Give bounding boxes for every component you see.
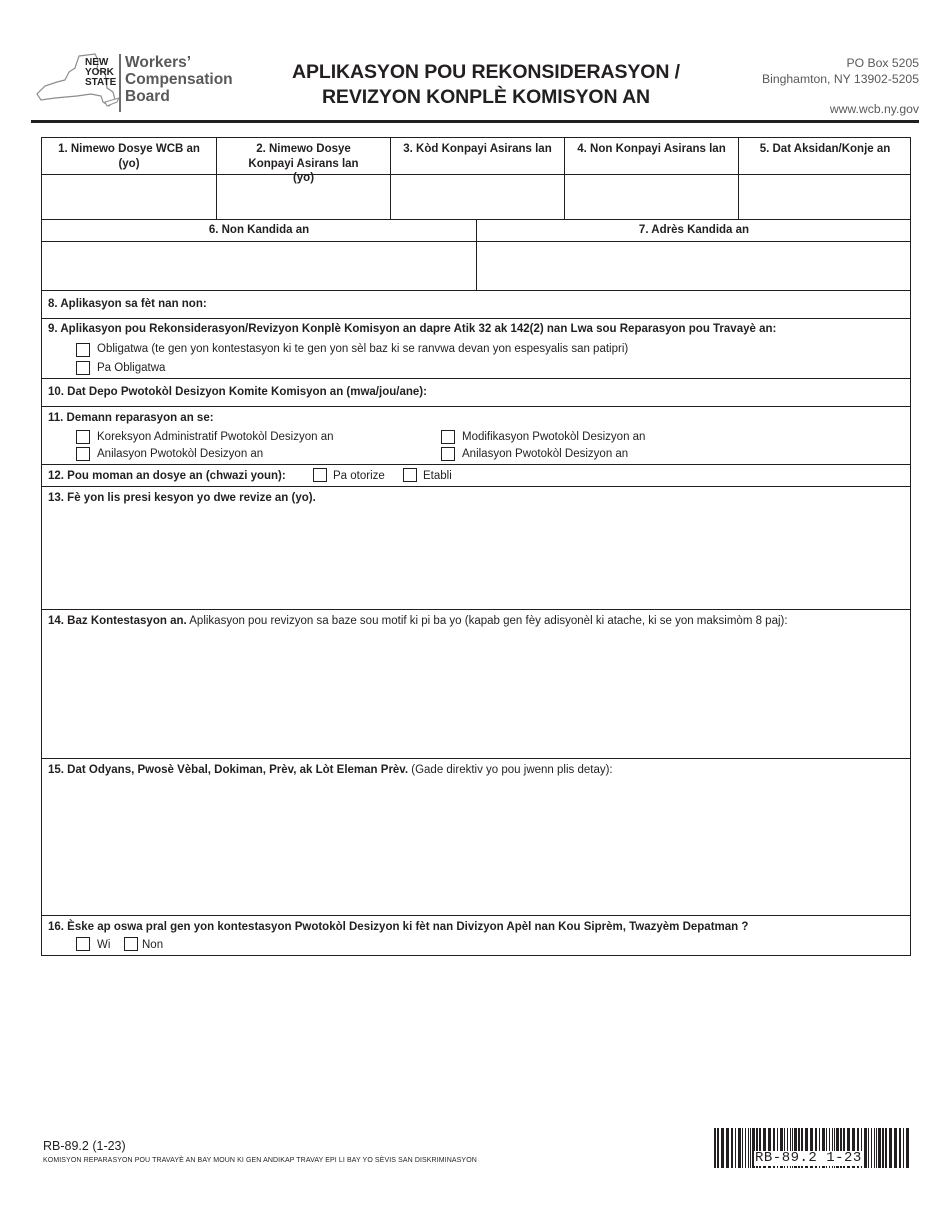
decision-filing-date-field[interactable] bbox=[462, 379, 911, 406]
grounds-label-text: Aplikasyon pou revizyon sa baze sou motif ki pi ba yo (kapab gen fèy adisyonèl ki atache, ki se yon maksimòm 8 paj): bbox=[186, 615, 788, 627]
logo-divider bbox=[119, 54, 121, 112]
hearing-dates-label-bold: 15. Dat Odyans, Pwosè Vèbal, Dokiman, Prèv, ak Lòt Eleman Prèv. bbox=[48, 764, 409, 776]
not-authorized-checkbox[interactable] bbox=[313, 468, 327, 482]
modification-checkbox[interactable] bbox=[441, 430, 455, 444]
wcb-case-number-label: 1. Nimewo Dosye WCB an (yo) bbox=[58, 143, 200, 170]
barcode-bar bbox=[748, 1128, 749, 1168]
modification-label: Modifikasyon Pwotokòl Desizyon an bbox=[462, 431, 646, 443]
wcb-case-number-field[interactable] bbox=[42, 175, 216, 219]
divider bbox=[42, 486, 910, 487]
barcode-bar bbox=[889, 1128, 892, 1168]
nondiscrimination-notice: KOMISYON REPARASYON POU TRAVAYÈ AN BAY MOUN KI GEN ANDIKAP TRAVAY EPI LI BAY YO SÈVIS SAN DISKRIMINASYON bbox=[43, 1157, 477, 1164]
claimant-name-field[interactable] bbox=[42, 242, 476, 290]
appeal-question-label: 16. Èske ap oswa pral gen yon kontestasyon Pwotokòl Desizyon ki fèt nan Divizyon Apèl nan Kou Siprèm, Twazyèm Depatman ? bbox=[48, 921, 749, 933]
yes-checkbox[interactable] bbox=[76, 937, 90, 951]
rescission-2-label: Anilasyon Pwotokòl Desizyon an bbox=[462, 448, 629, 460]
barcode-bar bbox=[738, 1128, 741, 1168]
barcode-bar bbox=[717, 1128, 719, 1168]
page-header bbox=[0, 0, 950, 122]
barcode-bar bbox=[871, 1128, 872, 1168]
administrative-correction-checkbox[interactable] bbox=[76, 430, 90, 444]
case-status-label: 12. Pou moman an dosye an (chwazi youn): bbox=[48, 470, 286, 482]
barcode-bar bbox=[903, 1128, 904, 1168]
form-title bbox=[246, 60, 726, 110]
barcode-bar bbox=[876, 1128, 877, 1168]
rescission-checkbox[interactable] bbox=[76, 447, 90, 461]
barcode-bar bbox=[899, 1128, 901, 1168]
decision-filing-date-label: 10. Dat Depo Pwotokòl Desizyon Komite Komisyon an (mwa/jou/ane): bbox=[48, 386, 427, 398]
administrative-correction-label: Koreksyon Administratif Pwotokòl Desizyon an bbox=[97, 431, 334, 443]
hearing-dates-label bbox=[48, 763, 613, 777]
wcb-logo bbox=[35, 52, 235, 114]
form-title-line-1: APLIKASYON POU REKONSIDERASYON / bbox=[292, 61, 680, 83]
hearing-dates-label-text: (Gade direktiv yo pou jwenn plis detay): bbox=[408, 764, 613, 776]
barcode-bar bbox=[885, 1128, 887, 1168]
address-city: Binghamton, NY 13902-5205 bbox=[762, 72, 919, 86]
established-checkbox[interactable] bbox=[403, 468, 417, 482]
claimant-address-label: 7. Adrès Kandida an bbox=[638, 224, 750, 236]
barcode-bar bbox=[894, 1128, 897, 1168]
mandatory-option-label: Obligatwa (te gen yon kontestasyon ki te gen yon sèl baz ki se ranvwa devan yon espesyalis san patipri) bbox=[97, 343, 629, 355]
mandatory-checkbox[interactable] bbox=[76, 343, 90, 357]
carrier-code-label: 3. Kòd Konpayi Asirans lan bbox=[403, 143, 552, 155]
divider bbox=[42, 318, 910, 319]
accident-date-field[interactable] bbox=[739, 175, 911, 219]
filed-on-behalf-field[interactable] bbox=[227, 291, 911, 318]
hearing-dates-field[interactable] bbox=[42, 781, 911, 914]
no-checkbox[interactable] bbox=[124, 937, 138, 951]
divider bbox=[42, 406, 910, 407]
claimant-name-label: 6. Non Kandida an bbox=[208, 224, 310, 236]
carrier-case-number-label: 2. Nimewo Dosye Konpayi Asirans lan (yo) bbox=[248, 143, 359, 184]
barcode-bar bbox=[868, 1128, 869, 1168]
carrier-name-label: 4. Non Konpayi Asirans lan bbox=[577, 143, 726, 155]
grounds-label-bold: 14. Baz Kontestasyon an. bbox=[48, 615, 187, 627]
address-po-box: PO Box 5205 bbox=[846, 56, 919, 70]
relief-requested-label: 11. Demann reparasyon an se: bbox=[48, 412, 214, 424]
barcode-bar bbox=[874, 1128, 875, 1168]
barcode-bar bbox=[735, 1128, 736, 1168]
grounds-field[interactable] bbox=[42, 632, 911, 757]
divider bbox=[42, 915, 910, 916]
claimant-address-field[interactable] bbox=[477, 242, 911, 290]
barcode-bar bbox=[731, 1128, 733, 1168]
barcode-bar bbox=[742, 1128, 743, 1168]
barcode-bar bbox=[726, 1128, 729, 1168]
rescission-2-checkbox[interactable] bbox=[441, 447, 455, 461]
logo-state-text: NEW YORK STATE bbox=[85, 57, 117, 88]
no-label: Non bbox=[142, 939, 164, 951]
logo-agency-name: Workers’ Compensation Board bbox=[125, 54, 233, 105]
mailing-address bbox=[699, 55, 919, 117]
divider bbox=[42, 609, 910, 610]
barcode-bar bbox=[906, 1128, 909, 1168]
carrier-name-field[interactable] bbox=[565, 175, 738, 219]
carrier-case-number-field[interactable] bbox=[217, 175, 390, 219]
barcode-bar bbox=[878, 1128, 881, 1168]
accident-date-label: 5. Dat Aksidan/Konje an bbox=[759, 143, 891, 155]
not-mandatory-checkbox[interactable] bbox=[76, 361, 90, 375]
form-title-line-2: REVIZYON KONPLÈ KOMISYON AN bbox=[321, 86, 651, 108]
issues-list-field[interactable] bbox=[42, 508, 911, 608]
barcode-bar bbox=[882, 1128, 884, 1168]
rescission-label: Anilasyon Pwotokòl Desizyon an bbox=[97, 448, 264, 460]
barcode-bar bbox=[745, 1128, 746, 1168]
barcode-bar bbox=[714, 1128, 716, 1168]
barcode-bar bbox=[864, 1128, 867, 1168]
not-mandatory-option-label: Pa Obligatwa bbox=[97, 362, 166, 374]
filed-on-behalf-label: 8. Aplikasyon sa fèt nan non: bbox=[48, 298, 207, 310]
divider bbox=[42, 758, 910, 759]
divider bbox=[42, 464, 910, 465]
established-label: Etabli bbox=[423, 470, 452, 482]
barcode-bar bbox=[750, 1128, 751, 1168]
header-divider bbox=[31, 120, 919, 123]
carrier-code-field[interactable] bbox=[391, 175, 564, 219]
issues-list-label: 13. Fè yon lis presi kesyon yo dwe revize an (yo). bbox=[48, 492, 316, 504]
barcode-bar bbox=[721, 1128, 724, 1168]
not-authorized-label: Pa otorize bbox=[333, 470, 385, 482]
barcode-label: RB-89.2 1-23 bbox=[755, 1150, 862, 1166]
grounds-label bbox=[48, 614, 788, 628]
application-form bbox=[41, 137, 911, 956]
yes-label: Wi bbox=[97, 939, 111, 951]
reconsideration-type-label: 9. Aplikasyon pou Rekonsiderasyon/Revizyon Konplè Komisyon an dapre Atik 32 ak 142(2) nan Lwa sou Reparasyon pou Travayè an: bbox=[48, 323, 777, 335]
website-link[interactable]: www.wcb.ny.gov bbox=[829, 102, 919, 116]
form-code: RB-89.2 (1-23) bbox=[43, 1139, 126, 1153]
